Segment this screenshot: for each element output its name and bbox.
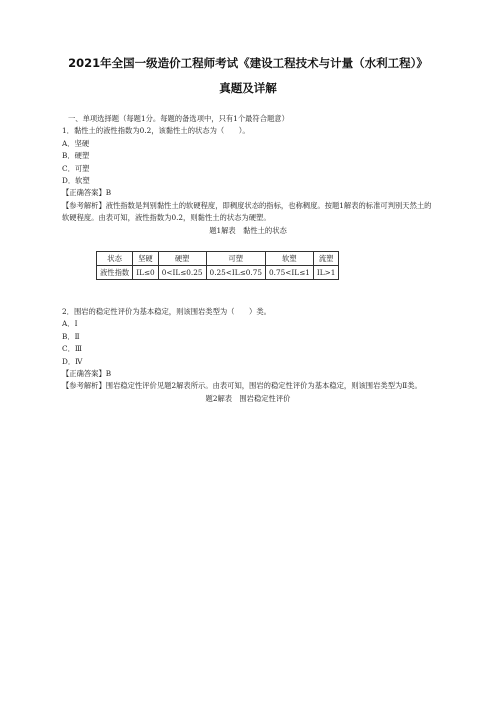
question-2-option-d: D．Ⅳ bbox=[62, 356, 83, 366]
question-1-option-c: C．可塑 bbox=[62, 163, 90, 173]
document-body-continued bbox=[62, 306, 434, 405]
table-cell: 0.75<IL≤1 bbox=[266, 266, 314, 280]
table-cell: 液性指数 bbox=[97, 266, 133, 280]
table-cell: IL>1 bbox=[313, 266, 339, 280]
document-title: 2021年全国一级造价工程师考试《建设工程技术与计量（水利工程）》 bbox=[68, 56, 428, 70]
question-1-option-a: A．坚硬 bbox=[62, 138, 90, 148]
question-2-option-c: C．Ⅲ bbox=[62, 344, 82, 354]
table-1-caption: 题1解表 黏性土的状态 bbox=[209, 225, 287, 235]
document-body bbox=[62, 113, 434, 237]
question-1-option-b: B．硬塑 bbox=[62, 151, 90, 161]
table-header-cell: 坚硬 bbox=[133, 252, 159, 266]
table-header-cell: 可塑 bbox=[206, 252, 265, 266]
question-1-stem: 1．黏性土的液性指数为0.2，该黏性土的状态为（ ）。 bbox=[62, 126, 250, 136]
question-2-answer: 【正确答案】B bbox=[62, 368, 112, 378]
table-header-cell: 流塑 bbox=[313, 252, 339, 266]
table-row bbox=[97, 266, 339, 280]
table-row bbox=[97, 252, 339, 266]
question-2-analysis: 【参考解析】围岩稳定性评价见题2解表所示。由表可知，围岩的稳定性评价为基本稳定，则该围岩类型为Ⅱ类。 bbox=[62, 381, 422, 391]
table-header-cell: 状态 bbox=[97, 252, 133, 266]
question-1-analysis: 【参考解析】液性指数是判别黏性土的软硬程度，即稠度状态的指标，也称稠度。按题1解表的标准可判别天然土的软硬程度。由表可知，液性指数为0.2，则黏性土的状态为硬塑。 bbox=[62, 200, 432, 223]
question-2-option-a: A．Ⅰ bbox=[62, 319, 78, 329]
question-1-answer: 【正确答案】B bbox=[62, 188, 112, 198]
table-header-cell: 软塑 bbox=[266, 252, 314, 266]
table-cell: 0.25<IL≤0.75 bbox=[206, 266, 265, 280]
question-2-option-b: B．Ⅱ bbox=[62, 331, 80, 341]
section-heading: 一、单项选择题（每题1分。每题的备选项中，只有1个最符合题意） bbox=[68, 114, 289, 123]
question-1-option-d: D．软塑 bbox=[62, 175, 90, 185]
question-2-stem: 2．围岩的稳定性评价为基本稳定，则该围岩类型为（ ）类。 bbox=[62, 307, 271, 316]
table-cell: 0<IL≤0.25 bbox=[158, 266, 206, 280]
table-1 bbox=[96, 251, 339, 280]
document-subtitle: 真题及详解 bbox=[219, 81, 277, 95]
table-cell: IL≤0 bbox=[133, 266, 159, 280]
table-header-cell: 硬塑 bbox=[158, 252, 206, 266]
table-2-caption: 题2解表 围岩稳定性评价 bbox=[205, 393, 291, 403]
